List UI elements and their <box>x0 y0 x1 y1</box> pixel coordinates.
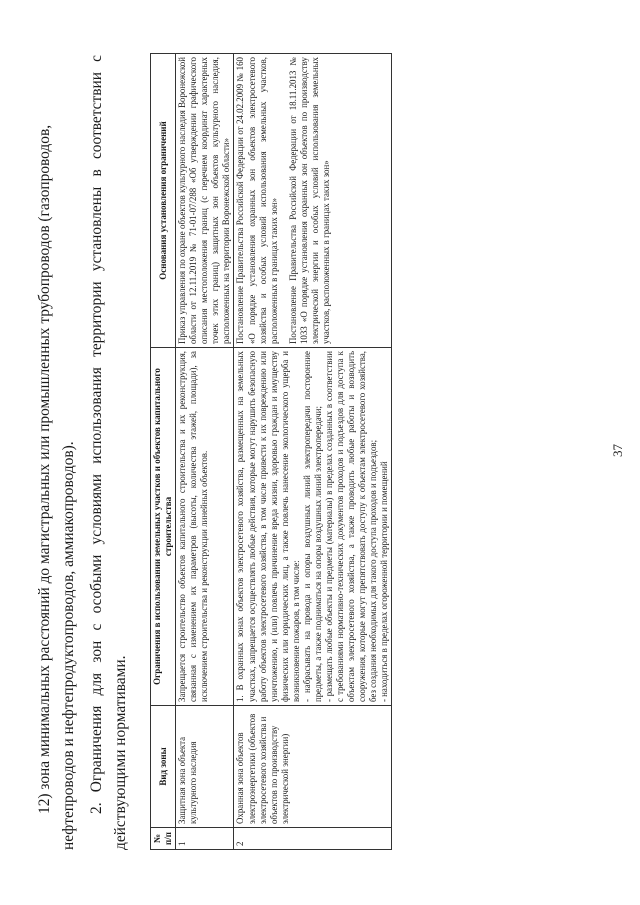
restriction-text: - размещать любые объекты и предметы (материалы) в пределах созданных в соответствии с требованиями нормативно-технических документов проходов и подъездов для доступа к объектам электросетевого хозяйства, а также проводить любые работы и возводить сооружения, которые могут препятствовать доступу к объектам электросетевого хозяйства, без создания необходимых для такого доступа проходов и подъездов; <box>323 351 378 702</box>
row-basis <box>234 54 391 348</box>
header-restrictions: Ограничения в использовании земельных участков и объектов капитального строительства <box>151 348 176 706</box>
table-header-row <box>151 54 176 850</box>
item-12-line-1: 12) зона минимальных расстояний до магистральных или промышленных трубопроводов (газопроводов, <box>36 124 53 814</box>
basis-text: Постановление Правительства Российской Федерации от 24.02.2009 № 160 «О порядке установления охранных зон объектов электросетевого хозяйства и особых условий использования земельных участков, расположенных в границах таких зон» <box>235 57 279 344</box>
basis-text: Приказ управления по охране объектов культурного наследия Воронежской области от 12.11.2019 № 71-01-07/288 «Об утверждении графического описания местоположения границ (с перечнем координат характерных точек этих границ) защитных зон объектов культурного наследия, расположенных на территории Воронежской области» <box>177 57 232 344</box>
header-basis: Основания установления ограничений <box>151 54 176 348</box>
row-zone-type: Охранная зона объектов электроэнергетики (объектов электросетевого хозяйства и объектов по производству электрической энергии) <box>234 706 391 828</box>
intro-text <box>33 55 133 850</box>
basis-text: Постановление Правительства Российской Федерации от 18.11.2013 № 1033 «О порядке установления охранных зон объектов по производству электрической энергии и особых условий использования земельных участков, расположенных в границах таких зон» <box>287 57 331 344</box>
restriction-text: - набрасывать на провода и опоры воздушных линий электропередачи посторонние предметы, а также подниматься на опоры воздушных линий электропередачи; <box>301 351 323 702</box>
restrictions-table <box>150 53 392 850</box>
header-num: № п/п <box>151 828 176 850</box>
restriction-text: Запрещается строительство объектов капитального строительства и их реконструкция, связанная с изменением их параметров (высоты, количества этажей, площади), за исключением строительства и реконструкции линейных объектов. <box>177 351 210 702</box>
table-row <box>234 54 391 850</box>
row-restrictions <box>234 348 391 706</box>
row-restrictions <box>176 348 234 706</box>
row-zone-type: Защитная зона объекта культурного наследия <box>176 706 234 828</box>
restriction-text: 1. В охранных зонах объектов электросетевого хозяйства, размещенных на земельных участках, запрещается осуществлять любые действия, которые могут нарушить безопасную работу объектов электросетевого хозяйства, в том числе привести к их повреждению или уничтожению, и (или) повлечь причинение вреда жизни, здоровью граждан и имуществу физических или юридических лиц, а также повлечь нанесение экологического ущерба и возникновение пожаров, в том числе: <box>235 351 301 702</box>
header-zone-type: Вид зоны <box>151 706 176 828</box>
page-number: 37 <box>610 444 625 457</box>
row-num: 2 <box>234 828 391 850</box>
item-2-paragraph: 2. Ограничения для зон с особыми условиями использования территории установлены в соответствии с действующими нормативами. <box>87 55 129 850</box>
row-num: 1 <box>176 828 234 850</box>
restriction-text: - находиться в пределах огороженной территории и помещений <box>378 461 389 702</box>
item-12-line-2: нефтепроводов и нефтепродуктопроводов, аммиакопроводов). <box>59 441 77 850</box>
row-basis <box>176 54 234 348</box>
table-row <box>176 54 234 850</box>
